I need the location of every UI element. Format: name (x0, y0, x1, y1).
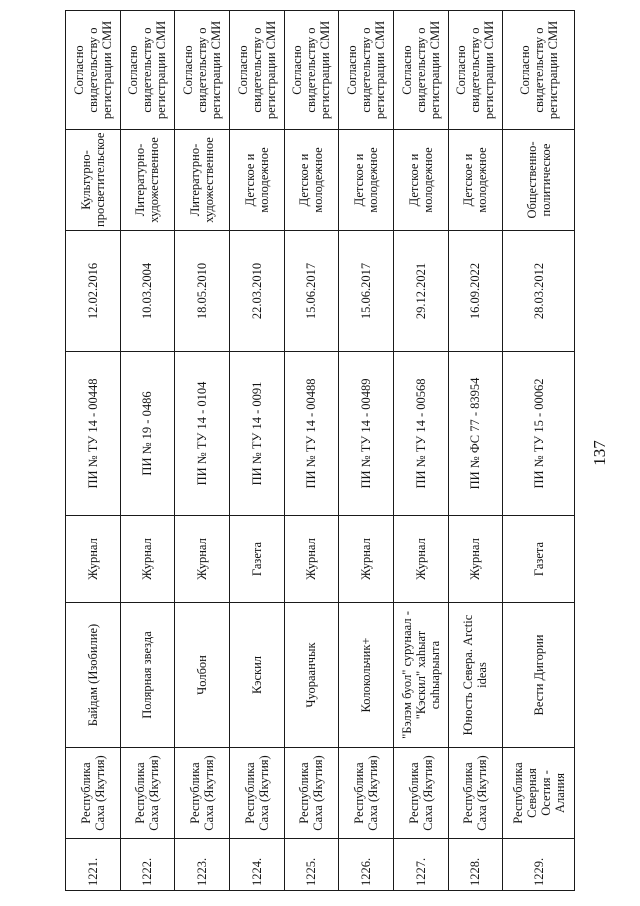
basis-cell: Согласно свидетельству о регистрации СМИ (393, 11, 448, 130)
table-row (66, 11, 121, 891)
table-row (339, 11, 394, 891)
registration-date-cell: 15.06.2017 (284, 231, 339, 352)
media-title-cell: Колокольчик+ (339, 603, 394, 748)
region-cell: Республика Саха (Якутия) (175, 748, 230, 839)
row-number: 1229. (503, 839, 575, 891)
table-row (229, 11, 284, 891)
specialization-cell: Детское и молодежное (339, 130, 394, 231)
table-row (175, 11, 230, 891)
row-number: 1226. (339, 839, 394, 891)
row-number: 1228. (448, 839, 503, 891)
media-type-cell: Газета (503, 516, 575, 603)
registration-number-cell: ПИ № ТУ 14 - 0104 (175, 352, 230, 516)
media-title-cell: Юность Севера. Arctic ideas (448, 603, 503, 748)
table-row (284, 11, 339, 891)
registration-number-cell: ПИ № ТУ 15 - 00062 (503, 352, 575, 516)
registration-number-cell: ПИ № ФС 77 - 83954 (448, 352, 503, 516)
registration-date-cell: 10.03.2004 (120, 231, 175, 352)
media-type-cell: Журнал (448, 516, 503, 603)
specialization-cell: Детское и молодежное (393, 130, 448, 231)
media-type-cell: Журнал (66, 516, 121, 603)
media-type-cell: Журнал (284, 516, 339, 603)
specialization-cell: Детское и молодежное (448, 130, 503, 231)
media-title-cell: Полярная звезда (120, 603, 175, 748)
region-cell: Республика Саха (Якутия) (66, 748, 121, 839)
basis-cell: Согласно свидетельству о регистрации СМИ (284, 11, 339, 130)
registration-number-cell: ПИ № ТУ 14 - 00448 (66, 352, 121, 516)
basis-cell: Согласно свидетельству о регистрации СМИ (503, 11, 575, 130)
region-cell: Республика Северная Осетия - Алания (503, 748, 575, 839)
page-number: 137 (590, 440, 609, 466)
registration-number-cell: ПИ № ТУ 14 - 00488 (284, 352, 339, 516)
basis-cell: Согласно свидетельству о регистрации СМИ (339, 11, 394, 130)
region-cell: Республика Саха (Якутия) (393, 748, 448, 839)
registration-date-cell: 12.02.2016 (66, 231, 121, 352)
media-title-cell: Байдам (Изобилие) (66, 603, 121, 748)
region-cell: Республика Саха (Якутия) (284, 748, 339, 839)
specialization-cell: Детское и молодежное (284, 130, 339, 231)
media-type-cell: Журнал (120, 516, 175, 603)
registration-number-cell: ПИ № ТУ 14 - 00568 (393, 352, 448, 516)
media-type-cell: Журнал (393, 516, 448, 603)
registry-table-rotated (65, 11, 575, 891)
region-cell: Республика Саха (Якутия) (339, 748, 394, 839)
registration-number-cell: ПИ № ТУ 14 - 0091 (229, 352, 284, 516)
media-type-cell: Журнал (175, 516, 230, 603)
row-number: 1224. (229, 839, 284, 891)
specialization-cell: Литературно-художественное (120, 130, 175, 231)
registration-date-cell: 18.05.2010 (175, 231, 230, 352)
registration-date-cell: 15.06.2017 (339, 231, 394, 352)
table-row (393, 11, 448, 891)
basis-cell: Согласно свидетельству о регистрации СМИ (120, 11, 175, 130)
basis-cell: Согласно свидетельству о регистрации СМИ (175, 11, 230, 130)
specialization-cell: Детское и молодежное (229, 130, 284, 231)
table-row (503, 11, 575, 891)
table-row (120, 11, 175, 891)
row-number: 1223. (175, 839, 230, 891)
media-title-cell: Вести Дигории (503, 603, 575, 748)
registration-date-cell: 29.12.2021 (393, 231, 448, 352)
registration-number-cell: ПИ № ТУ 14 - 00489 (339, 352, 394, 516)
registration-date-cell: 16.09.2022 (448, 231, 503, 352)
basis-cell: Согласно свидетельству о регистрации СМИ (66, 11, 121, 130)
region-cell: Республика Саха (Якутия) (120, 748, 175, 839)
specialization-cell: Литературно-художественное (175, 130, 230, 231)
region-cell: Республика Саха (Якутия) (229, 748, 284, 839)
registration-date-cell: 22.03.2010 (229, 231, 284, 352)
media-type-cell: Газета (229, 516, 284, 603)
media-title-cell: "Бэлэм буол" сурунаал - "Кэскил" хаһыат сыһыарыыта (393, 603, 448, 748)
basis-cell: Согласно свидетельству о регистрации СМИ (229, 11, 284, 130)
basis-cell: Согласно свидетельству о регистрации СМИ (448, 11, 503, 130)
media-registry-table (65, 10, 575, 891)
table-row (448, 11, 503, 891)
table-body (66, 11, 575, 891)
media-title-cell: Чуораанчык (284, 603, 339, 748)
region-cell: Республика Саха (Якутия) (448, 748, 503, 839)
row-number: 1225. (284, 839, 339, 891)
row-number: 1222. (120, 839, 175, 891)
registration-date-cell: 28.03.2012 (503, 231, 575, 352)
registration-number-cell: ПИ № 19 - 0486 (120, 352, 175, 516)
media-title-cell: Кэскил (229, 603, 284, 748)
specialization-cell: Общественно-политическое (503, 130, 575, 231)
media-type-cell: Журнал (339, 516, 394, 603)
row-number: 1221. (66, 839, 121, 891)
specialization-cell: Культурно-просветительское (66, 130, 121, 231)
media-title-cell: Чолбон (175, 603, 230, 748)
row-number: 1227. (393, 839, 448, 891)
